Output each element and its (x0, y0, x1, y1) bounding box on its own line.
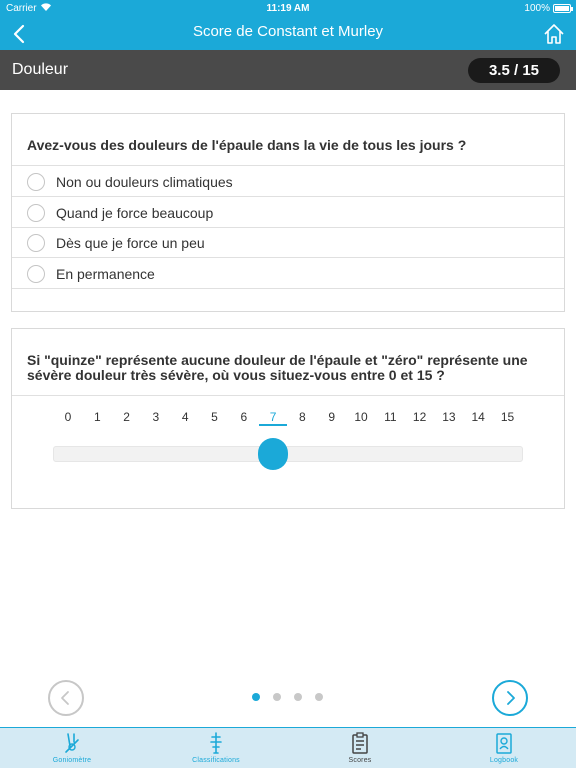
scale-value-1[interactable]: 1 (93, 410, 101, 424)
page-title: Score de Constant et Murley (192, 23, 384, 40)
home-icon[interactable] (542, 22, 566, 46)
divider (12, 288, 564, 289)
scale-value-2[interactable]: 2 (123, 410, 130, 424)
scale-value-5[interactable]: 5 (211, 410, 218, 424)
clipboard-icon (350, 732, 370, 754)
radio-button[interactable] (27, 265, 45, 283)
option-label: Quand je force beaucoup (56, 205, 214, 221)
scale-value-7[interactable]: 7 (269, 410, 277, 424)
selected-value-underline (259, 424, 287, 426)
scale-value-14[interactable]: 14 (471, 410, 485, 424)
page-dot[interactable] (315, 693, 323, 701)
section-header (0, 50, 576, 90)
tab-classifications[interactable] (144, 728, 288, 768)
radio-button[interactable] (27, 234, 45, 252)
previous-page-button[interactable] (48, 680, 84, 716)
option-label: Non ou douleurs climatiques (56, 174, 233, 190)
tab-scores[interactable] (288, 728, 432, 768)
radio-button[interactable] (27, 173, 45, 191)
option-permanent[interactable] (27, 258, 547, 288)
page-dot[interactable] (294, 693, 302, 701)
score-badge: 3.5 / 15 (468, 58, 560, 83)
skeleton-icon (206, 732, 226, 754)
scale-value-13[interactable]: 13 (442, 410, 456, 424)
page-dot[interactable] (273, 693, 281, 701)
carrier-label: Carrier (6, 3, 37, 14)
status-bar (0, 0, 576, 18)
radio-button[interactable] (27, 204, 45, 222)
tab-logbook[interactable] (432, 728, 576, 768)
question-card-daily-pain (11, 113, 565, 312)
next-page-button[interactable] (492, 680, 528, 716)
tab-bar (0, 727, 576, 768)
scale-value-8[interactable]: 8 (299, 410, 306, 424)
divider (12, 395, 564, 396)
option-label: Dès que je force un peu (56, 235, 205, 251)
scale-value-10[interactable]: 10 (354, 410, 368, 424)
tab-label: Logbook (489, 757, 519, 764)
chevron-right-icon (502, 690, 518, 706)
goniometer-icon (62, 732, 82, 754)
tab-goniometre[interactable] (0, 728, 144, 768)
scale-value-3[interactable]: 3 (152, 410, 160, 424)
status-time: 11:19 AM (266, 3, 310, 14)
scale-value-6[interactable]: 6 (240, 410, 248, 424)
scale-value-12[interactable]: 12 (412, 410, 427, 424)
battery-icon (553, 4, 571, 13)
navigation-bar (0, 18, 576, 50)
scale-value-4[interactable]: 4 (181, 410, 189, 424)
pain-slider-thumb[interactable] (258, 438, 288, 470)
page-indicator (252, 693, 332, 703)
scale-value-0[interactable]: 0 (64, 410, 72, 424)
tab-label: Classifications (192, 757, 240, 764)
tab-label: Goniomètre (52, 757, 92, 764)
chevron-left-icon (58, 690, 74, 706)
scale-value-15[interactable]: 15 (500, 410, 515, 424)
option-no-pain[interactable] (27, 166, 547, 196)
tab-label: Scores (348, 757, 372, 764)
question-card-pain-scale (11, 328, 565, 509)
scale-value-11[interactable]: 11 (384, 410, 397, 424)
option-force-a-lot[interactable] (27, 197, 547, 227)
question-pain-scale: Si "quinze" représente aucune douleur de l'épaule et "zéro" représente une sévère douleur très sévère, où vous situez-vous entre 0 et 15 ? (27, 352, 528, 383)
section-title: Douleur (12, 61, 69, 78)
scale-value-9[interactable]: 9 (328, 410, 336, 424)
option-force-a-little[interactable] (27, 227, 547, 257)
option-label: En permanence (56, 266, 155, 282)
question-daily-pain: Avez-vous des douleurs de l'épaule dans la vie de tous les jours ? (27, 137, 467, 153)
battery-percent: 100% (524, 3, 550, 14)
page-dot[interactable] (252, 693, 260, 701)
logbook-icon (494, 732, 514, 754)
